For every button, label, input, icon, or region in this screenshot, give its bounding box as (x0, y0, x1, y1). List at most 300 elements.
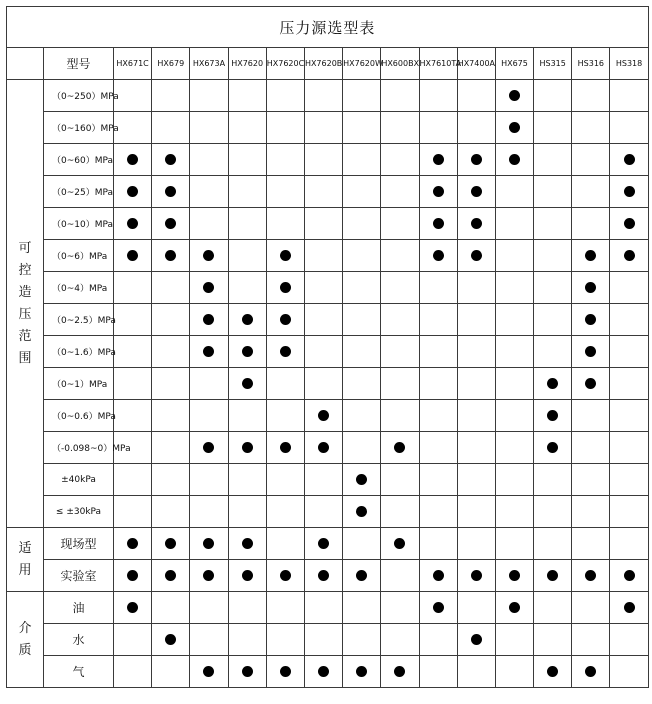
filled-circle-icon (624, 570, 635, 581)
cell-hx600bx (381, 464, 419, 496)
cell-hx675 (495, 240, 533, 272)
cell-hx673a (190, 272, 228, 304)
row-label: （0~0.6）MPa (44, 400, 114, 432)
row-label: ±40kPa (44, 464, 114, 496)
table-row (7, 272, 649, 304)
cell-hx7620w (343, 144, 381, 176)
row-label: （0~4）MPa (44, 272, 114, 304)
cell-hx7610ta (419, 592, 457, 624)
cell-hx7620 (228, 144, 266, 176)
cell-hx7620c (266, 208, 304, 240)
cell-hx673a (190, 240, 228, 272)
filled-circle-icon (547, 570, 558, 581)
cell-hx7400a (457, 528, 495, 560)
cell-hx600bx (381, 560, 419, 592)
cell-hs315 (534, 336, 572, 368)
filled-circle-icon (509, 90, 520, 101)
filled-circle-icon (624, 602, 635, 613)
filled-circle-icon (585, 250, 596, 261)
cell-hx7400a (457, 240, 495, 272)
cell-hx679 (152, 560, 190, 592)
cell-hx7400a (457, 560, 495, 592)
filled-circle-icon (394, 442, 405, 453)
cell-hs315 (534, 592, 572, 624)
filled-circle-icon (509, 602, 520, 613)
cell-hx7620c (266, 464, 304, 496)
filled-circle-icon (280, 666, 291, 677)
filled-circle-icon (471, 154, 482, 165)
cell-hx7400a (457, 368, 495, 400)
model-header-hx7620c: HX7620C (266, 48, 304, 80)
group-label (7, 528, 44, 592)
filled-circle-icon (356, 474, 367, 485)
cell-hs318 (610, 80, 648, 112)
cell-hx7620b (304, 592, 342, 624)
cell-hx7400a (457, 176, 495, 208)
model-header-hx675: HX675 (495, 48, 533, 80)
group-label-char: 适 (18, 540, 32, 556)
cell-hs315 (534, 272, 572, 304)
filled-circle-icon (318, 442, 329, 453)
selection-table (6, 6, 649, 688)
cell-hx679 (152, 112, 190, 144)
filled-circle-icon (242, 666, 253, 677)
filled-circle-icon (203, 570, 214, 581)
cell-hs316 (572, 176, 610, 208)
cell-hs316 (572, 272, 610, 304)
filled-circle-icon (433, 570, 444, 581)
cell-hx671c (114, 176, 152, 208)
filled-circle-icon (547, 666, 558, 677)
table-row (7, 656, 649, 688)
cell-hx7620w (343, 272, 381, 304)
cell-hx7610ta (419, 240, 457, 272)
cell-hx675 (495, 432, 533, 464)
cell-hs316 (572, 240, 610, 272)
cell-hs316 (572, 144, 610, 176)
cell-hs315 (534, 208, 572, 240)
cell-hs316 (572, 528, 610, 560)
cell-hx673a (190, 336, 228, 368)
row-label: （0~6）MPa (44, 240, 114, 272)
cell-hx671c (114, 464, 152, 496)
table-row (7, 464, 649, 496)
model-header-row (7, 48, 649, 80)
filled-circle-icon (624, 154, 635, 165)
group-label-char: 质 (18, 642, 32, 658)
filled-circle-icon (165, 250, 176, 261)
filled-circle-icon (471, 250, 482, 261)
cell-hs318 (610, 144, 648, 176)
cell-hx7620b (304, 656, 342, 688)
filled-circle-icon (509, 122, 520, 133)
cell-hx600bx (381, 80, 419, 112)
cell-hx679 (152, 496, 190, 528)
cell-hx671c (114, 656, 152, 688)
cell-hx673a (190, 656, 228, 688)
cell-hx679 (152, 176, 190, 208)
row-label: （-0.098~0）MPa (44, 432, 114, 464)
filled-circle-icon (242, 538, 253, 549)
cell-hx673a (190, 144, 228, 176)
model-header-hs318: HS318 (610, 48, 648, 80)
cell-hx7620 (228, 656, 266, 688)
filled-circle-icon (624, 186, 635, 197)
filled-circle-icon (394, 538, 405, 549)
cell-hx671c (114, 624, 152, 656)
group-label-char: 造 (18, 284, 32, 300)
cell-hx7620 (228, 464, 266, 496)
cell-hx7620c (266, 80, 304, 112)
cell-hx600bx (381, 208, 419, 240)
cell-hx7620 (228, 432, 266, 464)
filled-circle-icon (203, 346, 214, 357)
filled-circle-icon (127, 602, 138, 613)
cell-hs316 (572, 432, 610, 464)
filled-circle-icon (242, 378, 253, 389)
cell-hx671c (114, 208, 152, 240)
table-row (7, 208, 649, 240)
cell-hx7620w (343, 496, 381, 528)
table-row (7, 400, 649, 432)
filled-circle-icon (585, 378, 596, 389)
cell-hx600bx (381, 432, 419, 464)
cell-hx7620w (343, 592, 381, 624)
filled-circle-icon (433, 250, 444, 261)
cell-hs315 (534, 528, 572, 560)
cell-hx7620 (228, 272, 266, 304)
cell-hx600bx (381, 304, 419, 336)
group-label-char: 围 (18, 350, 32, 366)
cell-hx671c (114, 528, 152, 560)
cell-hx679 (152, 208, 190, 240)
cell-hs318 (610, 336, 648, 368)
cell-hx673a (190, 304, 228, 336)
cell-hs315 (534, 304, 572, 336)
cell-hx7610ta (419, 176, 457, 208)
cell-hx679 (152, 304, 190, 336)
table-row (7, 592, 649, 624)
cell-hx600bx (381, 336, 419, 368)
model-header-hs316: HS316 (572, 48, 610, 80)
cell-hx675 (495, 400, 533, 432)
row-label: （0~60）MPa (44, 144, 114, 176)
cell-hx7610ta (419, 208, 457, 240)
filled-circle-icon (547, 410, 558, 421)
cell-hx7620c (266, 336, 304, 368)
cell-hx673a (190, 112, 228, 144)
cell-hx7620b (304, 208, 342, 240)
cell-hx679 (152, 240, 190, 272)
cell-hs318 (610, 624, 648, 656)
cell-hx7610ta (419, 112, 457, 144)
cell-hs318 (610, 304, 648, 336)
model-header-hx600bx: HX600BX (381, 48, 419, 80)
cell-hx7620b (304, 496, 342, 528)
cell-hx7620c (266, 304, 304, 336)
cell-hx7400a (457, 656, 495, 688)
filled-circle-icon (318, 538, 329, 549)
cell-hx7610ta (419, 656, 457, 688)
filled-circle-icon (356, 570, 367, 581)
filled-circle-icon (165, 154, 176, 165)
filled-circle-icon (547, 378, 558, 389)
table-row (7, 144, 649, 176)
cell-hx7620w (343, 176, 381, 208)
cell-hs315 (534, 624, 572, 656)
cell-hx671c (114, 240, 152, 272)
filled-circle-icon (242, 346, 253, 357)
table-row (7, 496, 649, 528)
filled-circle-icon (242, 442, 253, 453)
cell-hx7610ta (419, 464, 457, 496)
cell-hx7620w (343, 208, 381, 240)
row-label: 现场型 (44, 528, 114, 560)
cell-hx673a (190, 528, 228, 560)
model-label: 型号 (44, 48, 114, 80)
cell-hx671c (114, 400, 152, 432)
cell-hx679 (152, 624, 190, 656)
cell-hx679 (152, 144, 190, 176)
cell-hx7610ta (419, 528, 457, 560)
table-row (7, 112, 649, 144)
cell-hx600bx (381, 368, 419, 400)
cell-hs318 (610, 496, 648, 528)
cell-hx7620 (228, 336, 266, 368)
cell-hx679 (152, 400, 190, 432)
filled-circle-icon (127, 154, 138, 165)
filled-circle-icon (203, 314, 214, 325)
cell-hx7620c (266, 528, 304, 560)
cell-hx671c (114, 336, 152, 368)
cell-hx7620b (304, 112, 342, 144)
cell-hx679 (152, 336, 190, 368)
cell-hx7620w (343, 528, 381, 560)
cell-hx7620 (228, 112, 266, 144)
filled-circle-icon (318, 570, 329, 581)
cell-hx675 (495, 272, 533, 304)
filled-circle-icon (471, 186, 482, 197)
cell-hx7620b (304, 624, 342, 656)
cell-hx675 (495, 464, 533, 496)
cell-hs318 (610, 208, 648, 240)
cell-hx671c (114, 368, 152, 400)
filled-circle-icon (203, 250, 214, 261)
cell-hx7400a (457, 496, 495, 528)
cell-hx7620b (304, 368, 342, 400)
cell-hs316 (572, 336, 610, 368)
cell-hx675 (495, 528, 533, 560)
table-row (7, 624, 649, 656)
filled-circle-icon (127, 570, 138, 581)
cell-hx7400a (457, 272, 495, 304)
cell-hs316 (572, 208, 610, 240)
cell-hx7400a (457, 400, 495, 432)
cell-hs318 (610, 272, 648, 304)
filled-circle-icon (433, 154, 444, 165)
cell-hx7620 (228, 528, 266, 560)
cell-hx675 (495, 656, 533, 688)
cell-hx600bx (381, 176, 419, 208)
model-header-hx673a: HX673A (190, 48, 228, 80)
cell-hx7620c (266, 368, 304, 400)
filled-circle-icon (127, 186, 138, 197)
cell-hx671c (114, 592, 152, 624)
row-label: （0~160）MPa (44, 112, 114, 144)
cell-hx7610ta (419, 336, 457, 368)
cell-hx7620w (343, 368, 381, 400)
cell-hx7620c (266, 496, 304, 528)
filled-circle-icon (165, 634, 176, 645)
cell-hx671c (114, 560, 152, 592)
cell-hx679 (152, 656, 190, 688)
cell-hx7620b (304, 80, 342, 112)
cell-hx7620 (228, 80, 266, 112)
filled-circle-icon (585, 666, 596, 677)
cell-hx673a (190, 560, 228, 592)
cell-hx679 (152, 368, 190, 400)
cell-hx679 (152, 80, 190, 112)
cell-hx673a (190, 496, 228, 528)
cell-hx600bx (381, 528, 419, 560)
filled-circle-icon (433, 218, 444, 229)
row-label: （0~10）MPa (44, 208, 114, 240)
filled-circle-icon (471, 634, 482, 645)
filled-circle-icon (624, 250, 635, 261)
cell-hx675 (495, 592, 533, 624)
cell-hs318 (610, 432, 648, 464)
cell-hx600bx (381, 656, 419, 688)
cell-hs318 (610, 592, 648, 624)
cell-hx7620w (343, 560, 381, 592)
cell-hx7620b (304, 176, 342, 208)
cell-hs316 (572, 464, 610, 496)
filled-circle-icon (280, 250, 291, 261)
cell-hs318 (610, 112, 648, 144)
row-label: 油 (44, 592, 114, 624)
cell-hx7610ta (419, 80, 457, 112)
cell-hx7620b (304, 336, 342, 368)
cell-hx679 (152, 432, 190, 464)
cell-hx7620c (266, 400, 304, 432)
cell-hx671c (114, 496, 152, 528)
filled-circle-icon (127, 218, 138, 229)
cell-hs315 (534, 496, 572, 528)
cell-hx7610ta (419, 624, 457, 656)
cell-hx600bx (381, 400, 419, 432)
cell-hx7620b (304, 464, 342, 496)
cell-hs318 (610, 656, 648, 688)
filled-circle-icon (280, 282, 291, 293)
row-label: 气 (44, 656, 114, 688)
cell-hx671c (114, 112, 152, 144)
cell-hx7620 (228, 560, 266, 592)
cell-hs316 (572, 80, 610, 112)
cell-hx7620w (343, 112, 381, 144)
filled-circle-icon (318, 410, 329, 421)
cell-hs315 (534, 432, 572, 464)
row-label: 实验室 (44, 560, 114, 592)
cell-hx673a (190, 464, 228, 496)
cell-hs318 (610, 240, 648, 272)
cell-hx679 (152, 272, 190, 304)
cell-hx7620b (304, 400, 342, 432)
cell-hx675 (495, 368, 533, 400)
cell-hx7620 (228, 208, 266, 240)
group-label (7, 80, 44, 528)
filled-circle-icon (471, 570, 482, 581)
cell-hx7620 (228, 304, 266, 336)
cell-hx7400a (457, 144, 495, 176)
cell-hx7620w (343, 304, 381, 336)
cell-hx7400a (457, 624, 495, 656)
cell-hx7620c (266, 112, 304, 144)
cell-hx7400a (457, 592, 495, 624)
cell-hx675 (495, 208, 533, 240)
row-label: 水 (44, 624, 114, 656)
filled-circle-icon (242, 570, 253, 581)
model-header-hx7610ta: HX7610TA (419, 48, 457, 80)
cell-hx7620b (304, 528, 342, 560)
cell-hx671c (114, 272, 152, 304)
cell-hx7610ta (419, 400, 457, 432)
cell-hs318 (610, 560, 648, 592)
cell-hx7620c (266, 656, 304, 688)
cell-hx7620c (266, 432, 304, 464)
table-row (7, 80, 649, 112)
filled-circle-icon (280, 346, 291, 357)
cell-hs316 (572, 592, 610, 624)
filled-circle-icon (203, 538, 214, 549)
cell-hx7620w (343, 80, 381, 112)
group-label-char: 用 (18, 562, 32, 578)
filled-circle-icon (165, 538, 176, 549)
cell-hs318 (610, 464, 648, 496)
cell-hx7620w (343, 432, 381, 464)
cell-hs315 (534, 464, 572, 496)
cell-hx675 (495, 496, 533, 528)
cell-hx7620 (228, 592, 266, 624)
filled-circle-icon (471, 218, 482, 229)
cell-hx7620b (304, 272, 342, 304)
cell-hs316 (572, 368, 610, 400)
filled-circle-icon (585, 282, 596, 293)
model-header-hx7400a: HX7400A (457, 48, 495, 80)
cell-hx673a (190, 624, 228, 656)
cell-hx7400a (457, 80, 495, 112)
filled-circle-icon (394, 666, 405, 677)
cell-hx7620c (266, 240, 304, 272)
filled-circle-icon (356, 666, 367, 677)
cell-hx7610ta (419, 432, 457, 464)
filled-circle-icon (356, 506, 367, 517)
cell-hs315 (534, 656, 572, 688)
cell-hx675 (495, 624, 533, 656)
cell-hx673a (190, 592, 228, 624)
row-label: ≤ ±30kPa (44, 496, 114, 528)
cell-hx7620b (304, 560, 342, 592)
group-label-char: 范 (18, 328, 32, 344)
row-label: （0~1.6）MPa (44, 336, 114, 368)
cell-hx7400a (457, 112, 495, 144)
filled-circle-icon (165, 570, 176, 581)
model-header-hx7620: HX7620 (228, 48, 266, 80)
cell-hx7620c (266, 176, 304, 208)
filled-circle-icon (433, 186, 444, 197)
filled-circle-icon (318, 666, 329, 677)
cell-hx7620w (343, 624, 381, 656)
cell-hx7400a (457, 304, 495, 336)
